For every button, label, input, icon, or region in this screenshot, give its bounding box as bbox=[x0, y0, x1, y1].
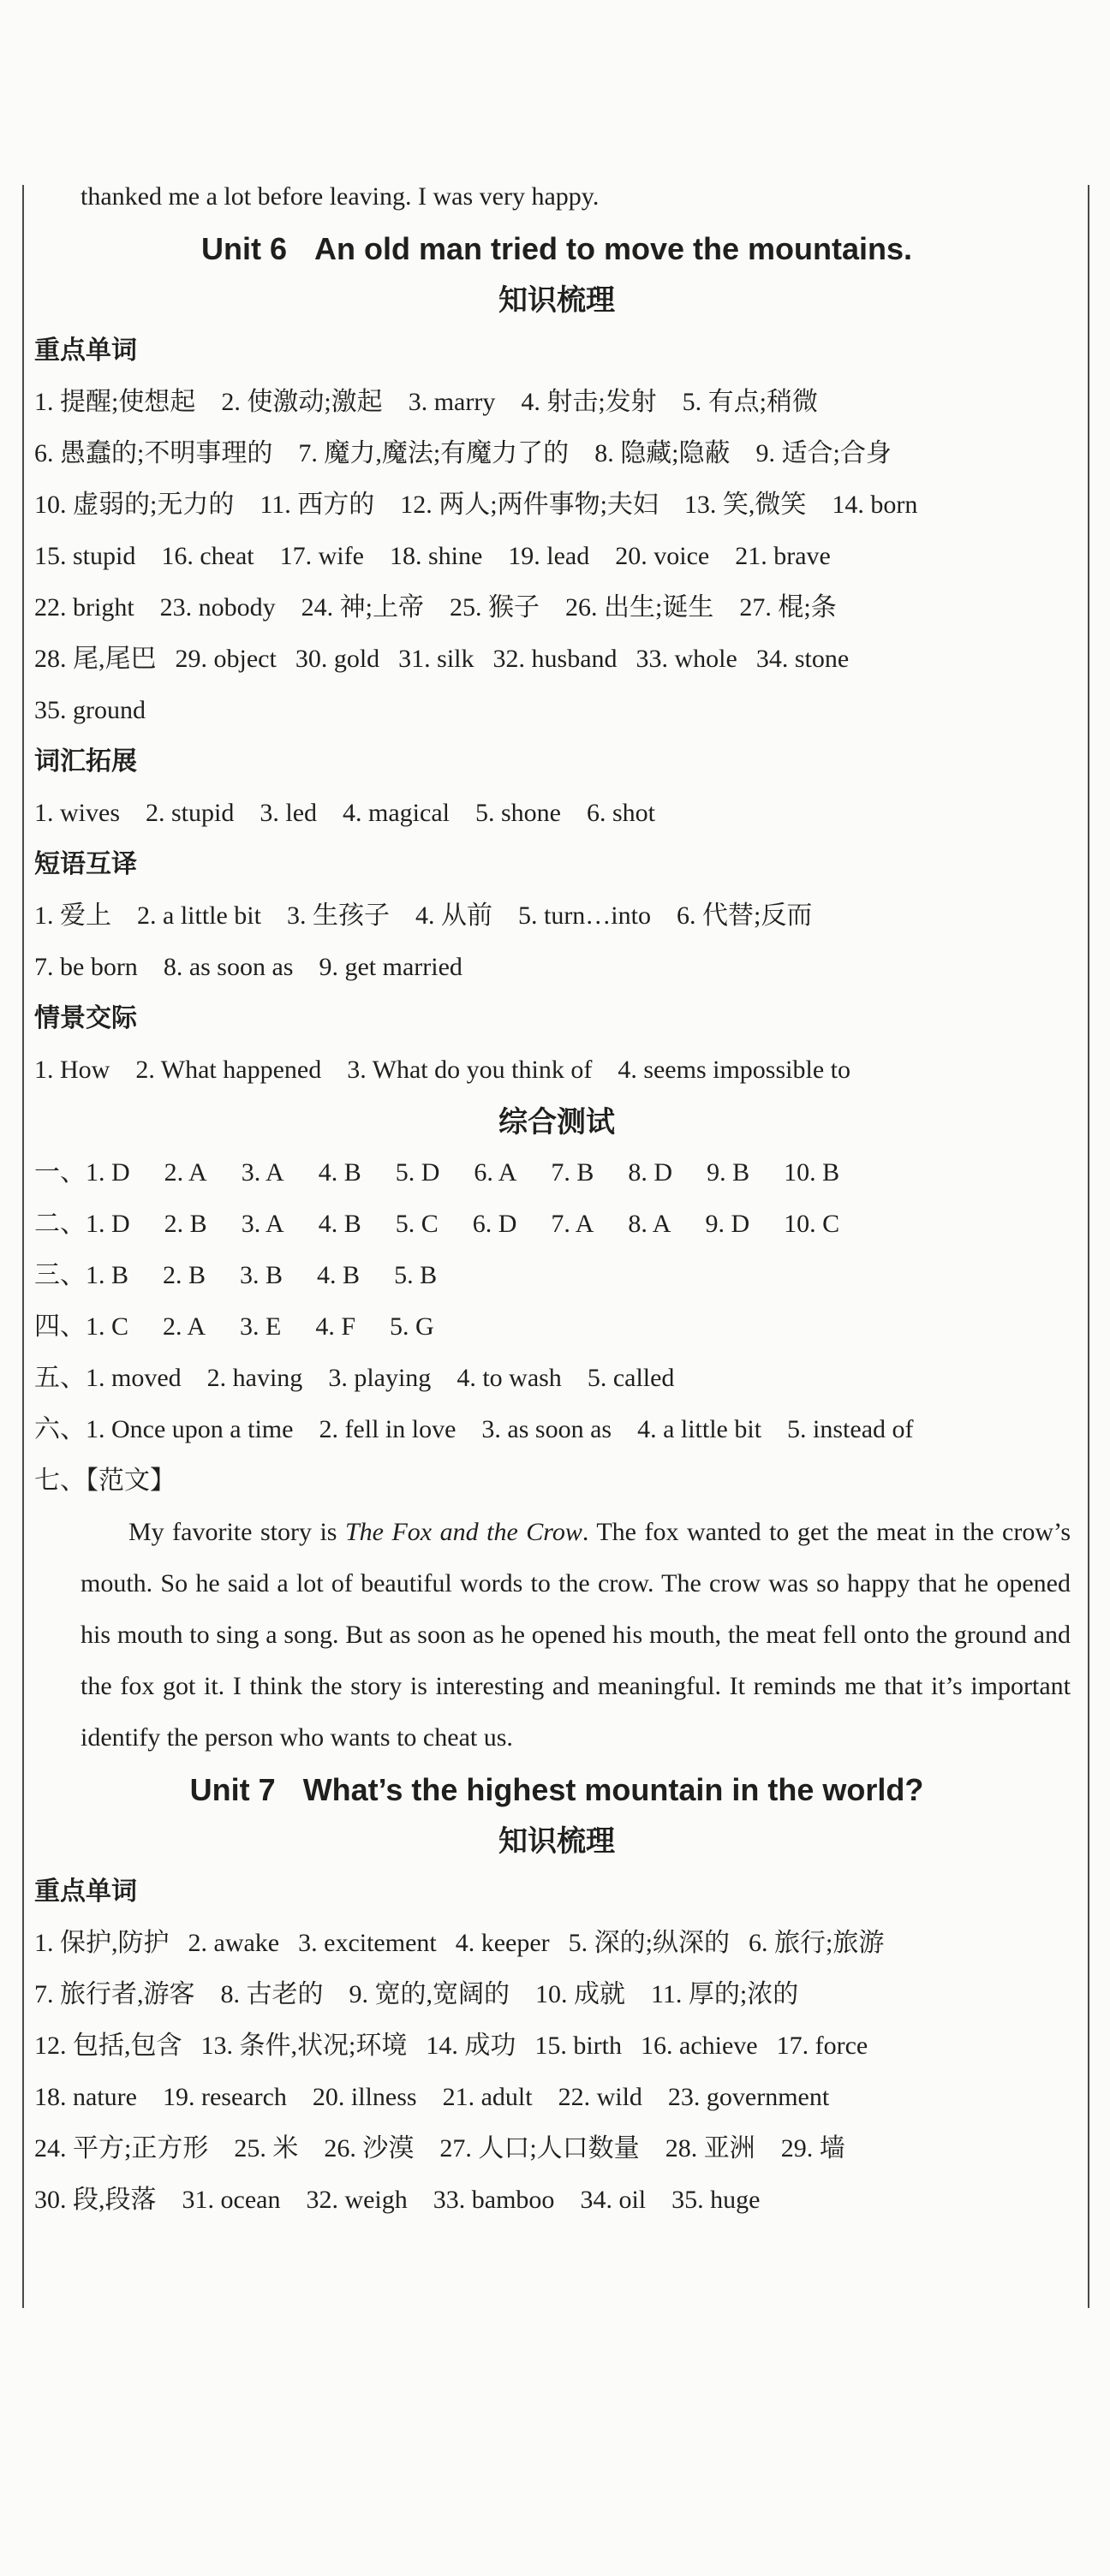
list-item: 3. E bbox=[240, 1312, 282, 1341]
list-item: 9. D bbox=[705, 1210, 750, 1238]
list-row bbox=[34, 2174, 1079, 2226]
row-label: 六、 bbox=[34, 1414, 86, 1444]
list-item: 7. be born bbox=[34, 953, 138, 981]
list-item: 1. moved bbox=[86, 1364, 182, 1392]
unit7-number: Unit 7 bbox=[189, 1772, 276, 1807]
list-item: 31. silk bbox=[398, 645, 474, 673]
list-item: 8. D bbox=[628, 1158, 673, 1187]
list-item: 4. keeper bbox=[455, 1929, 550, 1957]
list-row bbox=[34, 479, 1079, 531]
list-item: 10. 成就 bbox=[535, 1980, 625, 2008]
unit6-heading bbox=[34, 223, 1079, 274]
list-item: 8. 古老的 bbox=[220, 1980, 324, 2008]
list-row bbox=[34, 531, 1079, 582]
list-item: 20. voice bbox=[615, 542, 710, 570]
list-item: 18. nature bbox=[34, 2083, 137, 2111]
list-item: 1. Once upon a time bbox=[86, 1415, 294, 1443]
list-item: 25. 猴子 bbox=[450, 593, 540, 622]
list-item: 2. 使激动;激起 bbox=[221, 388, 383, 416]
answer-page bbox=[34, 171, 1079, 2226]
list-item: 3. B bbox=[240, 1261, 283, 1289]
list-item: 3. A bbox=[241, 1158, 284, 1187]
list-item: 28. 尾,尾巴 bbox=[34, 645, 157, 673]
list-item: 1. 保护,防护 bbox=[34, 1929, 170, 1957]
list-item: 3. led bbox=[260, 799, 318, 827]
list-row bbox=[34, 1147, 1079, 1199]
list-item: 2. A bbox=[164, 1158, 207, 1187]
list-row bbox=[34, 377, 1079, 428]
list-item: 1. C bbox=[86, 1312, 129, 1341]
essay-story-title: The Fox and the Crow bbox=[344, 1518, 582, 1546]
list-item: 12. 包括,包含 bbox=[34, 2032, 182, 2060]
list-item: 4. to wash bbox=[457, 1364, 562, 1392]
list-item: 17. force bbox=[776, 2032, 868, 2060]
unit7-key-words bbox=[34, 1918, 1079, 2226]
essay-text-start: My favorite story is bbox=[128, 1518, 345, 1546]
list-item: 15. birth bbox=[534, 2032, 623, 2060]
row-label: 三、 bbox=[34, 1260, 86, 1290]
list-item: 1. D bbox=[86, 1210, 130, 1238]
row-label: 四、 bbox=[34, 1312, 86, 1342]
list-item: 11. 西方的 bbox=[260, 491, 375, 519]
list-item: 22. wild bbox=[558, 2083, 642, 2111]
list-row bbox=[34, 1199, 1079, 1250]
list-item: 6. 愚蠢的;不明事理的 bbox=[34, 439, 273, 467]
list-row bbox=[34, 2123, 1079, 2174]
list-item: 2. B bbox=[164, 1210, 207, 1238]
list-item: 4. B bbox=[318, 1158, 361, 1187]
list-item: 20. illness bbox=[312, 2083, 417, 2111]
unit6-title: An old man tried to move the mountains. bbox=[313, 231, 913, 266]
list-item: 3. marry bbox=[408, 388, 496, 416]
list-item: 3. playing bbox=[328, 1364, 432, 1392]
list-item: 6. D bbox=[472, 1210, 517, 1238]
unit6-key-words-label: 重点单词 bbox=[34, 336, 137, 366]
list-item: 4. magical bbox=[343, 799, 450, 827]
list-item: 5. instead of bbox=[787, 1415, 914, 1443]
list-item: 3. excitement bbox=[298, 1929, 437, 1957]
list-item: 21. brave bbox=[735, 542, 831, 570]
list-item: 5. 深的;纵深的 bbox=[568, 1929, 731, 1957]
right-border-rule bbox=[1088, 185, 1089, 2308]
list-row bbox=[34, 1918, 1079, 1969]
list-item: 21. adult bbox=[442, 2083, 533, 2111]
list-item: 29. 墙 bbox=[780, 2134, 845, 2163]
list-item: 4. a little bit bbox=[637, 1415, 762, 1443]
row-label: 二、 bbox=[34, 1209, 86, 1239]
list-row bbox=[34, 582, 1079, 634]
unit6-situation-label: 情景交际 bbox=[34, 1003, 137, 1033]
list-item: 6. 代替;反而 bbox=[676, 901, 813, 930]
list-row bbox=[34, 1404, 1079, 1455]
list-row bbox=[34, 890, 1079, 942]
list-item: 28. 亚洲 bbox=[665, 2134, 755, 2163]
unit7-key-words-label: 重点单词 bbox=[34, 1877, 137, 1907]
list-item: 3. as soon as bbox=[481, 1415, 612, 1443]
list-item: 32. weigh bbox=[306, 2186, 408, 2214]
list-item: 1. B bbox=[86, 1261, 129, 1289]
list-item: 5. called bbox=[587, 1364, 675, 1392]
list-item: 27. 人口;人口数量 bbox=[439, 2134, 640, 2163]
list-item: 33. bamboo bbox=[433, 2186, 555, 2214]
list-row bbox=[34, 942, 1079, 993]
list-item: 8. as soon as bbox=[163, 953, 294, 981]
list-item: 1. 爱上 bbox=[34, 901, 111, 930]
list-item: 10. B bbox=[784, 1158, 840, 1187]
list-item: 19. research bbox=[162, 2083, 287, 2111]
intro-line: thanked me a lot before leaving. I was very happy. bbox=[81, 182, 600, 211]
list-item: 11. 厚的;浓的 bbox=[651, 1980, 799, 2008]
list-item: 27. 棍;条 bbox=[739, 593, 837, 622]
unit6-model-essay bbox=[34, 1507, 1079, 1764]
unit6-phrase-label: 短语互译 bbox=[34, 849, 137, 879]
list-item: 12. 两人;两件事物;夫妇 bbox=[400, 491, 659, 519]
row-label: 五、 bbox=[34, 1363, 86, 1393]
list-item: 4. 射击;发射 bbox=[521, 388, 657, 416]
list-item: 34. oil bbox=[580, 2186, 647, 2214]
list-item: 7. 旅行者,游客 bbox=[34, 1980, 195, 2008]
list-item: 30. 段,段落 bbox=[34, 2186, 157, 2214]
list-row bbox=[34, 428, 1079, 479]
list-row bbox=[34, 1301, 1079, 1353]
list-item: 2. stupid bbox=[146, 799, 235, 827]
list-item: 4. B bbox=[317, 1261, 361, 1289]
list-item: 13. 笑,微笑 bbox=[683, 491, 807, 519]
list-item: 4. 从前 bbox=[415, 901, 492, 930]
list-item: 14. born bbox=[832, 491, 918, 519]
list-item: 23. nobody bbox=[159, 593, 276, 622]
essay-text-rest: . The fox wanted to get the meat in the crow’s mouth. So he said a lot of beautiful words to the crow. The crow was so happy that he opened his mouth to sing a song. But as soon as he opened his mouth, the meat fell onto the ground and the fox got it. I think the story is interesting and meaningful. It reminds me that it’s important identify the person who wants to cheat us. bbox=[81, 1518, 1071, 1752]
list-item: 13. 条件,状况;环境 bbox=[200, 2032, 408, 2060]
list-item: 16. cheat bbox=[161, 542, 254, 570]
list-item: 29. object bbox=[175, 645, 277, 673]
list-item: 9. get married bbox=[319, 953, 462, 981]
list-item: 2. A bbox=[163, 1312, 206, 1341]
list-item: 4. seems impossible to bbox=[618, 1056, 850, 1084]
unit6-test-answers bbox=[34, 1147, 1079, 1455]
list-item: 26. 出生;诞生 bbox=[565, 593, 714, 622]
unit6-vocab-ext bbox=[34, 788, 1079, 839]
list-row bbox=[34, 2020, 1079, 2072]
list-item: 5. G bbox=[390, 1312, 434, 1341]
list-item: 5. turn…into bbox=[517, 901, 651, 930]
unit6-vocab-ext-label: 词汇拓展 bbox=[34, 747, 137, 776]
list-item: 33. whole bbox=[636, 645, 737, 673]
list-item: 9. 宽的,宽阔的 bbox=[349, 1980, 510, 2008]
list-item: 5. C bbox=[395, 1210, 439, 1238]
list-item: 25. 米 bbox=[234, 2134, 299, 2163]
list-item: 6. shot bbox=[586, 799, 655, 827]
list-item: 4. B bbox=[318, 1210, 361, 1238]
unit7-heading bbox=[34, 1764, 1079, 1815]
list-row bbox=[34, 1250, 1079, 1301]
list-row bbox=[34, 2072, 1079, 2123]
list-item: 18. shine bbox=[389, 542, 483, 570]
list-item: 16. achieve bbox=[641, 2032, 758, 2060]
list-item: 2. fell in love bbox=[319, 1415, 457, 1443]
list-item: 1. How bbox=[34, 1056, 110, 1084]
list-item: 1. 提醒;使想起 bbox=[34, 388, 196, 416]
list-item: 17. wife bbox=[279, 542, 364, 570]
list-item: 8. 隐藏;隐蔽 bbox=[594, 439, 731, 467]
list-item: 10. C bbox=[784, 1210, 840, 1238]
list-item: 2. B bbox=[163, 1261, 206, 1289]
unit7-title: What’s the highest mountain in the world? bbox=[302, 1772, 924, 1807]
list-item: 7. 魔力,魔法;有魔力了的 bbox=[298, 439, 570, 467]
unit6-essay-label: 七、【范文】 bbox=[34, 1466, 176, 1496]
list-item: 6. A bbox=[474, 1158, 517, 1187]
list-item: 23. government bbox=[667, 2083, 830, 2111]
list-item: 10. 虚弱的;无力的 bbox=[34, 491, 235, 519]
list-item: 19. lead bbox=[508, 542, 590, 570]
list-item: 2. a little bit bbox=[137, 901, 261, 930]
list-item: 2. having bbox=[206, 1364, 303, 1392]
unit6-number: Unit 6 bbox=[200, 231, 287, 266]
list-item: 34. stone bbox=[755, 645, 850, 673]
list-item: 15. stupid bbox=[34, 542, 136, 570]
left-border-rule bbox=[22, 185, 24, 2308]
list-item: 31. ocean bbox=[182, 2186, 281, 2214]
list-item: 9. B bbox=[707, 1158, 750, 1187]
list-item: 24. 平方;正方形 bbox=[34, 2134, 209, 2163]
list-item: 22. bright bbox=[34, 593, 134, 622]
list-item: 24. 神;上帝 bbox=[301, 593, 425, 622]
list-item: 5. B bbox=[394, 1261, 438, 1289]
unit6-test-title: 综合测试 bbox=[498, 1105, 615, 1139]
list-item: 35. ground bbox=[34, 696, 146, 724]
list-item: 35. huge bbox=[671, 2186, 761, 2214]
unit7-knowledge-title: 知识梳理 bbox=[498, 1824, 615, 1859]
list-row bbox=[34, 634, 1079, 685]
list-item: 30. gold bbox=[295, 645, 380, 673]
row-label: 一、 bbox=[34, 1157, 86, 1187]
list-row bbox=[34, 685, 1079, 736]
list-item: 3. A bbox=[241, 1210, 284, 1238]
list-row bbox=[34, 1969, 1079, 2020]
list-item: 1. D bbox=[86, 1158, 130, 1187]
list-item: 9. 适合;合身 bbox=[755, 439, 892, 467]
list-row bbox=[34, 1353, 1079, 1404]
unit6-knowledge-title: 知识梳理 bbox=[498, 283, 615, 318]
list-item: 5. 有点;稍微 bbox=[682, 388, 819, 416]
list-item: 2. awake bbox=[188, 1929, 280, 1957]
list-item: 6. 旅行;旅游 bbox=[749, 1929, 885, 1957]
unit6-situation bbox=[34, 1044, 1079, 1096]
list-item: 2. What happened bbox=[135, 1056, 322, 1084]
list-item: 26. 沙漠 bbox=[324, 2134, 415, 2163]
list-item: 7. A bbox=[551, 1210, 594, 1238]
list-item: 5. D bbox=[395, 1158, 440, 1187]
list-item: 4. F bbox=[315, 1312, 356, 1341]
list-item: 32. husband bbox=[492, 645, 618, 673]
list-item: 3. 生孩子 bbox=[286, 901, 390, 930]
list-item: 5. shone bbox=[474, 799, 561, 827]
list-item: 3. What do you think of bbox=[347, 1056, 593, 1084]
unit6-key-words bbox=[34, 377, 1079, 736]
list-item: 7. B bbox=[551, 1158, 594, 1187]
list-item: 1. wives bbox=[34, 799, 120, 827]
list-item: 14. 成功 bbox=[426, 2032, 516, 2060]
list-item: 8. A bbox=[628, 1210, 671, 1238]
